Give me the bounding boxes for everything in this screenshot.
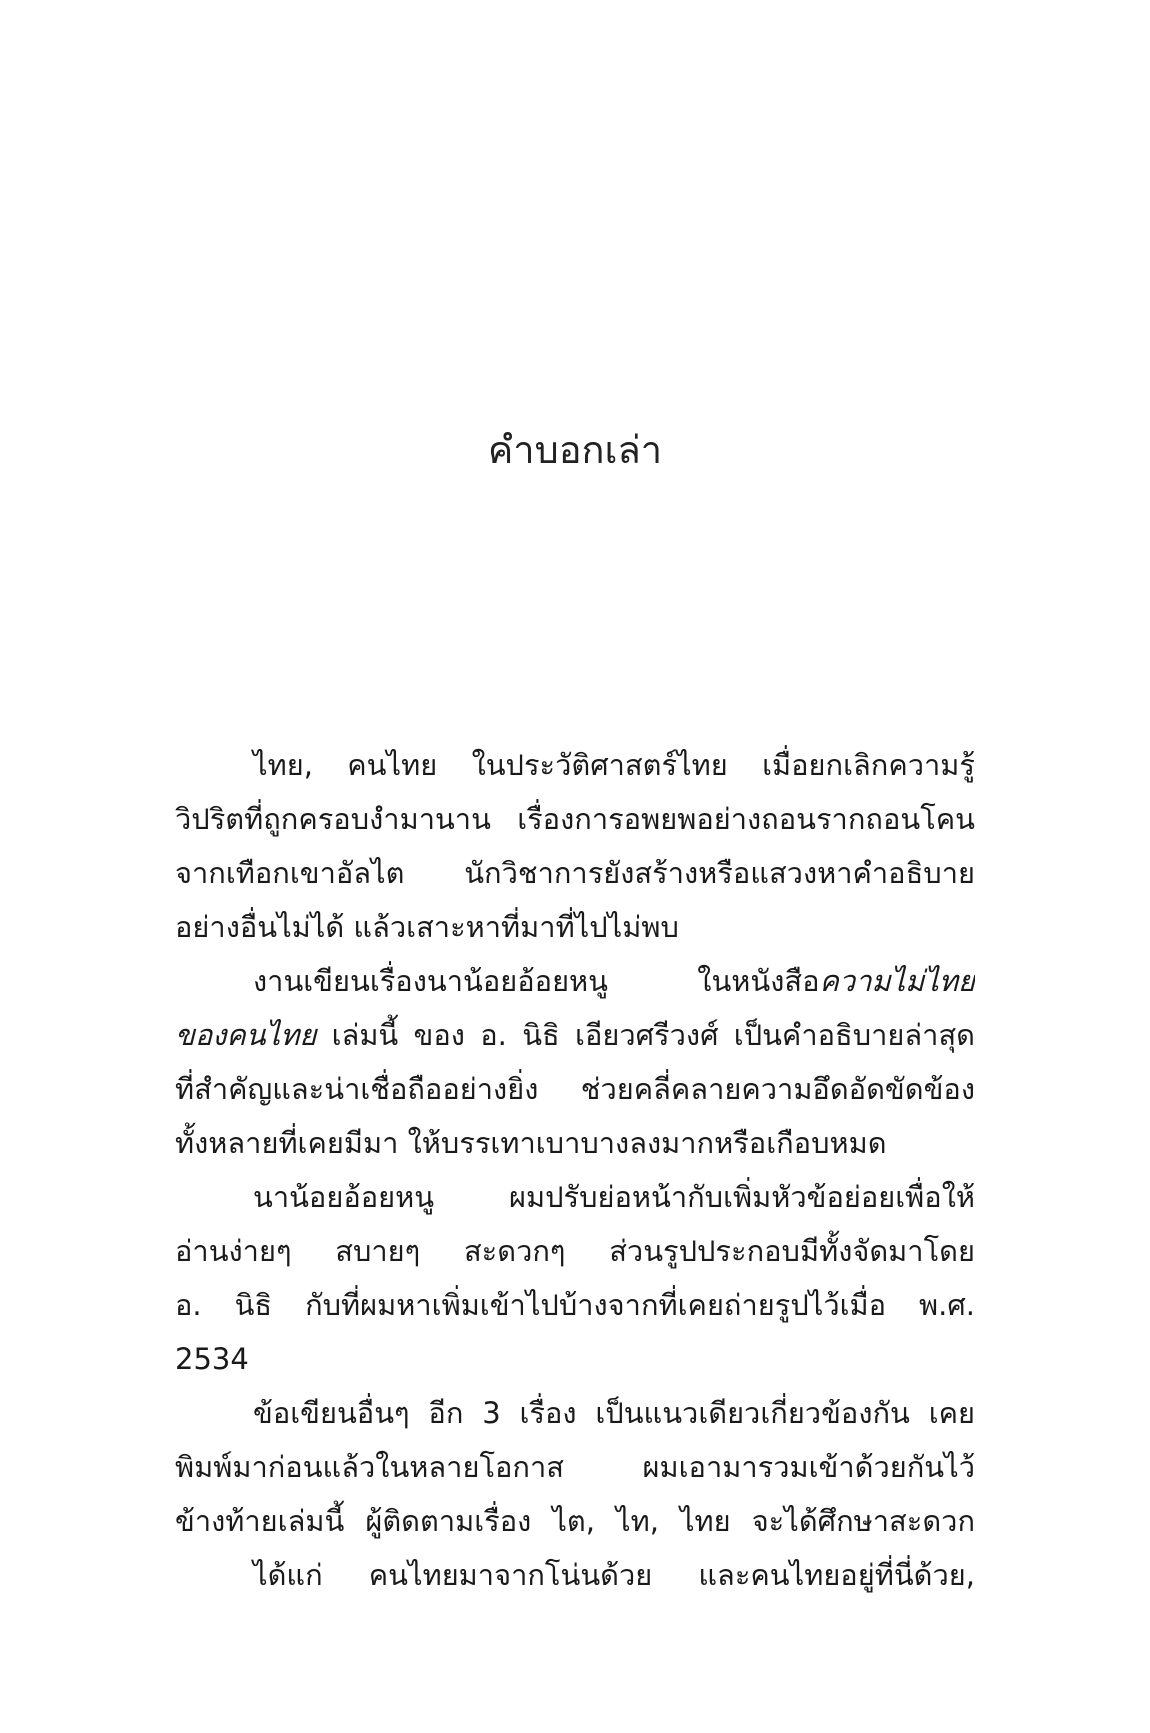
chapter-title: คำบอกเล่า xyxy=(487,428,663,472)
text-line xyxy=(175,1386,975,1440)
text-line xyxy=(175,738,975,792)
text-line xyxy=(175,1548,975,1602)
text-segment: ข้อเขียนอื่นๆ อีก 3 เรื่อง เป็นแนวเดียวเกี่ยวข้องกัน เคย xyxy=(253,1396,975,1430)
text-segment: พิมพ์มาก่อนแล้วในหลายโอกาส ผมเอามารวมเข้าด้วยกันไว้ xyxy=(175,1450,975,1484)
body-text xyxy=(175,738,975,1602)
text-line xyxy=(175,954,975,1008)
text-line xyxy=(175,1008,975,1062)
text-line xyxy=(175,900,975,954)
text-segment: ไทย, คนไทย ในประวัติศาสตร์ไทย เมื่อยกเลิกความรู้ xyxy=(253,748,975,782)
text-segment: นาน้อยอ้อยหนู ผมปรับย่อหน้ากับเพิ่มหัวข้อย่อยเพื่อให้ xyxy=(253,1180,975,1214)
italic-book-title: ความไม่ไทย xyxy=(819,964,975,998)
text-segment: 2534 xyxy=(175,1342,249,1376)
text-segment: อ่านง่ายๆ สบายๆ สะดวกๆ ส่วนรูปประกอบมีทั้งจัดมาโดย xyxy=(175,1234,975,1268)
text-line xyxy=(175,1170,975,1224)
text-line xyxy=(175,1440,975,1494)
text-line xyxy=(175,1494,975,1548)
text-line xyxy=(175,846,975,900)
text-segment: ได้แก่ คนไทยมาจากโน่นด้วย และคนไทยอยู่ที่นี่ด้วย, xyxy=(253,1558,975,1592)
text-line xyxy=(175,1332,975,1386)
text-segment: อย่างอื่นไม่ได้ แล้วเสาะหาที่มาที่ไปไม่พบ xyxy=(175,910,679,944)
text-line xyxy=(175,1278,975,1332)
text-line xyxy=(175,1224,975,1278)
text-line xyxy=(175,1062,975,1116)
text-line xyxy=(175,792,975,846)
text-segment: วิปริตที่ถูกครอบงำมานาน เรื่องการอพยพอย่างถอนรากถอนโคน xyxy=(175,802,975,836)
text-segment: ทั้งหลายที่เคยมีมา ให้บรรเทาเบาบางลงมากหรือเกือบหมด xyxy=(175,1126,887,1160)
text-segment: จากเทือกเขาอัลไต นักวิชาการยังสร้างหรือแสวงหาคำอธิบาย xyxy=(175,856,975,890)
text-segment: อ. นิธิ กับที่ผมหาเพิ่มเข้าไปบ้างจากที่เคยถ่ายรูปไว้เมื่อ พ.ศ. xyxy=(175,1288,975,1322)
text-segment: ข้างท้ายเล่มนี้ ผู้ติดตามเรื่อง ไต, ไท, ไทย จะได้ศึกษาสะดวก xyxy=(175,1504,975,1538)
text-segment: งานเขียนเรื่องนาน้อยอ้อยหนู ในหนังสือ xyxy=(253,964,820,998)
text-segment: ที่สำคัญและน่าเชื่อถืออย่างยิ่ง ช่วยคลี่คลายความอึดอัดขัดข้อง xyxy=(175,1072,975,1106)
italic-book-title: ของคนไทย xyxy=(175,1018,317,1052)
text-segment: เล่มนี้ ของ อ. นิธิ เอียวศรีวงศ์ เป็นคำอธิบายล่าสุด xyxy=(316,1018,975,1052)
text-line xyxy=(175,1116,975,1170)
